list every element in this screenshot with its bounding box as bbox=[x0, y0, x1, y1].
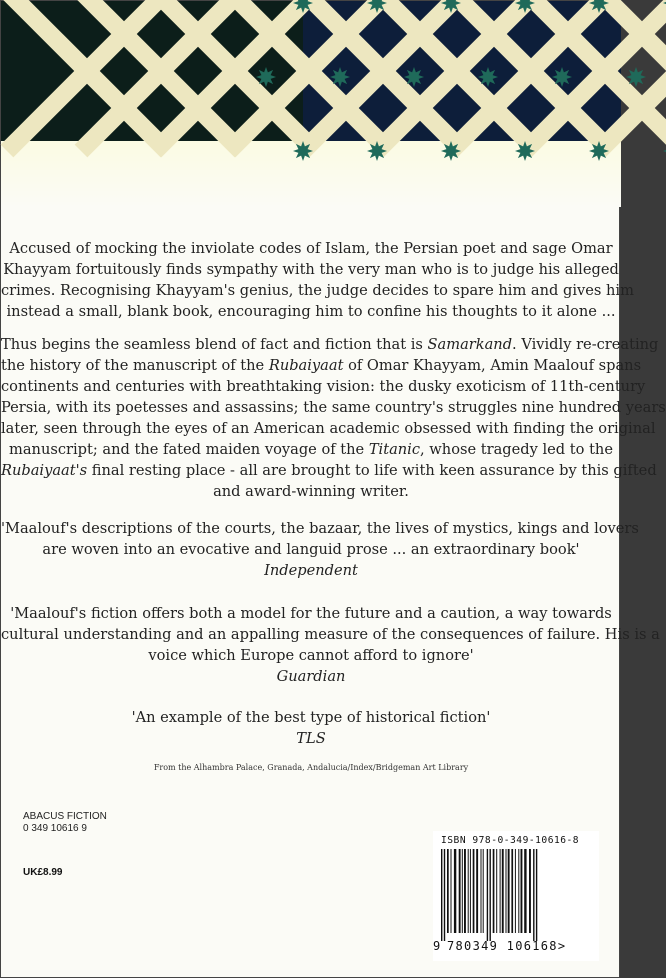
barcode-bar bbox=[468, 849, 469, 933]
review-source: Guardian bbox=[276, 668, 346, 685]
publisher-info bbox=[23, 811, 107, 835]
barcode-bar bbox=[490, 849, 491, 941]
title-titanic: Titanic bbox=[368, 441, 421, 458]
ean-digits: 780349 106168> bbox=[447, 939, 567, 953]
synopsis-line: Rubaiyaat's final resting place - all are brought to life with keen assurance by this gifted bbox=[1, 462, 657, 479]
publisher-code: 0 349 10616 9 bbox=[23, 823, 87, 834]
synopsis-paragraph-1 bbox=[1, 238, 634, 322]
barcode-bar bbox=[462, 849, 463, 933]
alhambra-tile-artwork bbox=[303, 1, 621, 141]
image-credit: From the Alhambra Palace, Granada, Andalucia/Index/Bridgeman Art Library bbox=[153, 763, 469, 772]
barcode-bar bbox=[511, 849, 513, 933]
synopsis-line: Thus begins the seamless blend of fact and fiction that is Samarkand. Vividly re-creating bbox=[1, 336, 659, 353]
tile-star-ornament bbox=[330, 67, 350, 87]
synopsis-line: Persia, with its poetesses and assassins; the same country's struggles nine hundred years bbox=[1, 399, 666, 416]
review-source: Independent bbox=[264, 562, 358, 579]
synopsis-line: continents and centuries with breathtaking vision: the dusky exoticism of 11th-century bbox=[1, 378, 646, 395]
synopsis-line: the history of the manuscript of the Rubaiyaat of Omar Khayyam, Amin Maalouf spans bbox=[1, 357, 642, 374]
review-line: 'Maalouf's descriptions of the courts, the bazaar, the lives of mystics, kings and lovers bbox=[1, 520, 639, 537]
barcode-bar bbox=[529, 849, 531, 933]
barcode-bar bbox=[508, 849, 510, 933]
barcode-bar bbox=[476, 849, 478, 933]
barcode-bar bbox=[493, 849, 495, 933]
review-quote-guardian bbox=[1, 603, 660, 687]
ean-first-digit: 9 bbox=[433, 939, 441, 953]
barcode-bar bbox=[496, 849, 497, 933]
isbn-label: ISBN 978-0-349-10616-8 bbox=[441, 835, 580, 846]
addon-marker: > bbox=[557, 939, 567, 953]
barcode-bar bbox=[487, 849, 488, 941]
title-rubaiyaat: Rubaiyaat bbox=[268, 357, 344, 374]
synopsis-line: later, seen through the eyes of an American academic obsessed with finding the original bbox=[1, 420, 656, 437]
review-line: voice which Europe cannot afford to ignore' bbox=[148, 647, 474, 664]
imprint-name: ABACUS FICTION bbox=[23, 811, 107, 822]
barcode-bar bbox=[506, 849, 507, 933]
synopsis-line: and award-winning writer. bbox=[213, 483, 409, 500]
review-line: cultural understanding and an appalling measure of the consequences of failure. His is a bbox=[1, 626, 660, 643]
tile-star-ornament bbox=[367, 141, 387, 161]
barcode-bar bbox=[536, 849, 537, 941]
review-source: TLS bbox=[296, 730, 326, 747]
barcode-bar bbox=[533, 849, 534, 941]
barcode-bar bbox=[441, 849, 442, 941]
barcode-bar bbox=[444, 849, 445, 941]
review-quote-independent bbox=[1, 518, 639, 581]
tile-star-ornament bbox=[478, 67, 498, 87]
synopsis-paragraph-2 bbox=[1, 334, 666, 502]
barcode-bar bbox=[464, 849, 466, 933]
tile-star-ornament bbox=[404, 67, 424, 87]
tile-star-ornament bbox=[626, 67, 646, 87]
tile-star-ornament bbox=[515, 141, 535, 161]
barcode-bar bbox=[502, 849, 504, 933]
tile-star-ornament bbox=[441, 141, 461, 161]
review-line: 'Maalouf's fiction offers both a model for the future and a caution, a way towards bbox=[10, 605, 612, 622]
barcode-bar bbox=[500, 849, 501, 933]
synopsis-line: Khayyam fortuitously finds sympathy with the very man who is to judge his alleged bbox=[3, 261, 619, 278]
barcode-bars bbox=[439, 849, 593, 941]
tile-star-ornament bbox=[256, 67, 276, 87]
tile-pattern-svg bbox=[303, 1, 621, 141]
barcode-bar bbox=[483, 849, 484, 933]
barcode-bar bbox=[447, 849, 449, 933]
barcode-area bbox=[433, 831, 599, 961]
barcode-bar bbox=[515, 849, 516, 933]
barcode-bar bbox=[454, 849, 456, 933]
title-samarkand: Samarkand bbox=[427, 336, 513, 353]
barcode-bar bbox=[524, 849, 526, 933]
barcode-bar bbox=[518, 849, 519, 933]
synopsis-line: crimes. Recognising Khayyam's genius, the judge decides to spare him and gives him bbox=[1, 282, 634, 299]
barcode-bar bbox=[459, 849, 461, 933]
tile-star-ornament bbox=[552, 67, 572, 87]
review-quote-tls bbox=[1, 707, 621, 749]
synopsis-line: manuscript; and the fated maiden voyage of the Titanic, whose tragedy led to the bbox=[9, 441, 613, 458]
tile-star-ornament bbox=[589, 141, 609, 161]
price-label: UK£8.99 bbox=[23, 867, 63, 878]
barcode-bar bbox=[470, 849, 471, 933]
barcode-bar bbox=[451, 849, 452, 933]
title-rubaiyaat: Rubaiyaat's bbox=[1, 462, 88, 479]
barcode-bar bbox=[481, 849, 482, 933]
synopsis-line: Accused of mocking the inviolate codes of Islam, the Persian poet and sage Omar bbox=[9, 240, 613, 257]
review-line: are woven into an evocative and languid prose ... an extraordinary book' bbox=[42, 541, 580, 558]
synopsis-line: instead a small, blank book, encouraging him to confine his thoughts to it alone ... bbox=[6, 303, 616, 320]
barcode-bar bbox=[473, 849, 475, 933]
barcode-bar bbox=[521, 849, 523, 933]
tile-star-ornament bbox=[293, 141, 313, 161]
review-line: 'An example of the best type of historical fiction' bbox=[131, 709, 491, 726]
